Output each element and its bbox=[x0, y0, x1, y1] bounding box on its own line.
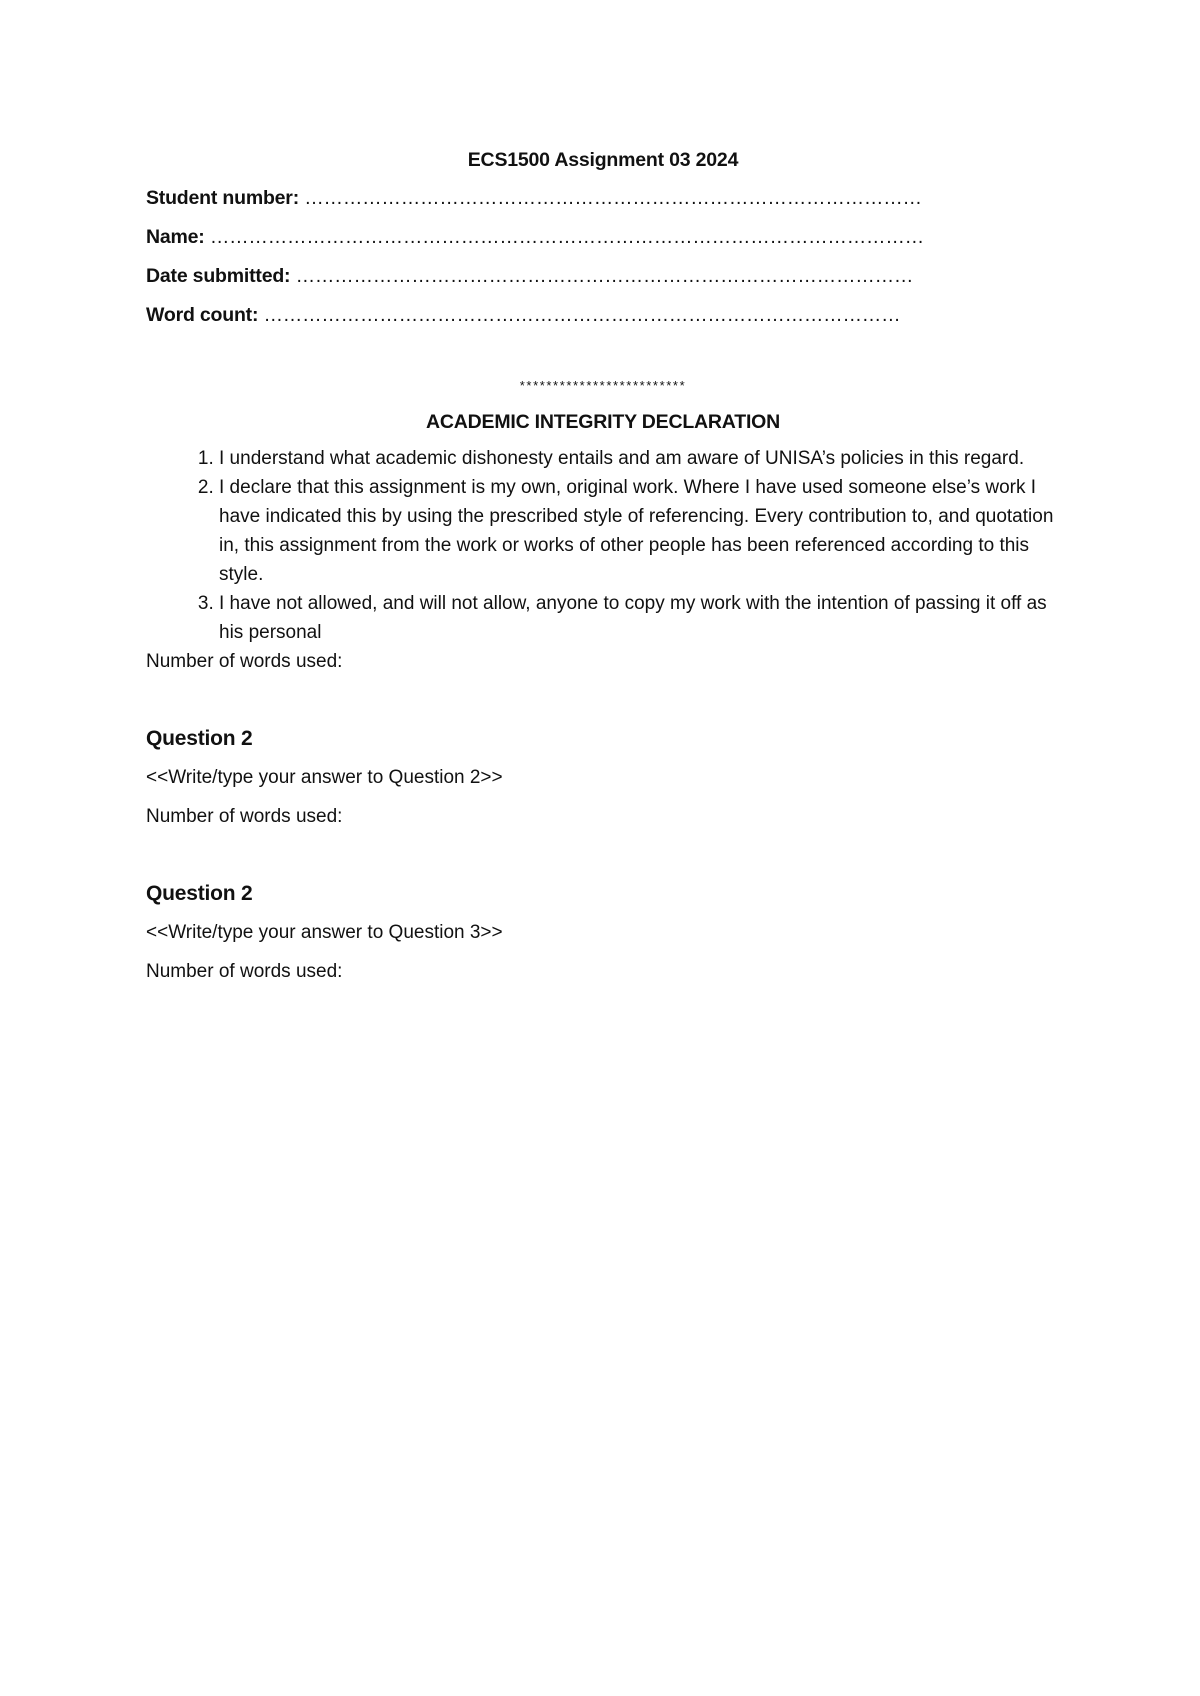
word-count-field[interactable] bbox=[146, 301, 1060, 340]
question-heading: Question 2 bbox=[146, 727, 253, 750]
date-submitted-label: Date submitted: bbox=[146, 265, 291, 287]
student-number-dots: …………………………………………………………………………………… bbox=[304, 187, 922, 209]
declaration-words-used: Number of words used: bbox=[146, 651, 343, 672]
declaration-item: 1. I understand what academic dishonesty entails and am aware of UNISA’s policies in this regard. bbox=[219, 444, 1060, 473]
question-heading: Question 2 bbox=[146, 882, 253, 905]
answer-prompt[interactable]: <<Write/type your answer to Question 3>> bbox=[146, 922, 503, 943]
star-separator: ************************* bbox=[519, 378, 687, 393]
declaration-title: ACADEMIC INTEGRITY DECLARATION bbox=[425, 411, 781, 433]
declaration-item: 2. I declare that this assignment is my own, original work. Where I have used someone else’s work I have indicated this by using the prescribed style of referencing. Every contribution to, and quotation in, this assignment from the work or works of other people has been referenced according to this style. bbox=[219, 473, 1060, 589]
assignment-title: ECS1500 Assignment 03 2024 bbox=[467, 149, 739, 171]
declaration-list bbox=[146, 444, 1060, 647]
document-content bbox=[146, 146, 1060, 986]
declaration-item: 3. I have not allowed, and will not allow, anyone to copy my work with the intention of passing it off as his personal bbox=[219, 589, 1060, 647]
student-number-field[interactable] bbox=[146, 184, 1060, 223]
question-words-used: Number of words used: bbox=[146, 961, 343, 982]
name-label: Name: bbox=[146, 226, 205, 248]
word-count-dots: ……………………………………………………………………………………… bbox=[263, 304, 901, 326]
student-number-label: Student number: bbox=[146, 187, 299, 209]
date-submitted-field[interactable] bbox=[146, 262, 1060, 301]
word-count-label: Word count: bbox=[146, 304, 259, 326]
name-field[interactable] bbox=[146, 223, 1060, 262]
name-dots: ………………………………………………………………………………………………… bbox=[209, 226, 924, 248]
answer-prompt[interactable]: <<Write/type your answer to Question 2>> bbox=[146, 767, 503, 788]
date-submitted-dots: …………………………………………………………………………………… bbox=[295, 265, 914, 287]
question-words-used: Number of words used: bbox=[146, 806, 343, 827]
